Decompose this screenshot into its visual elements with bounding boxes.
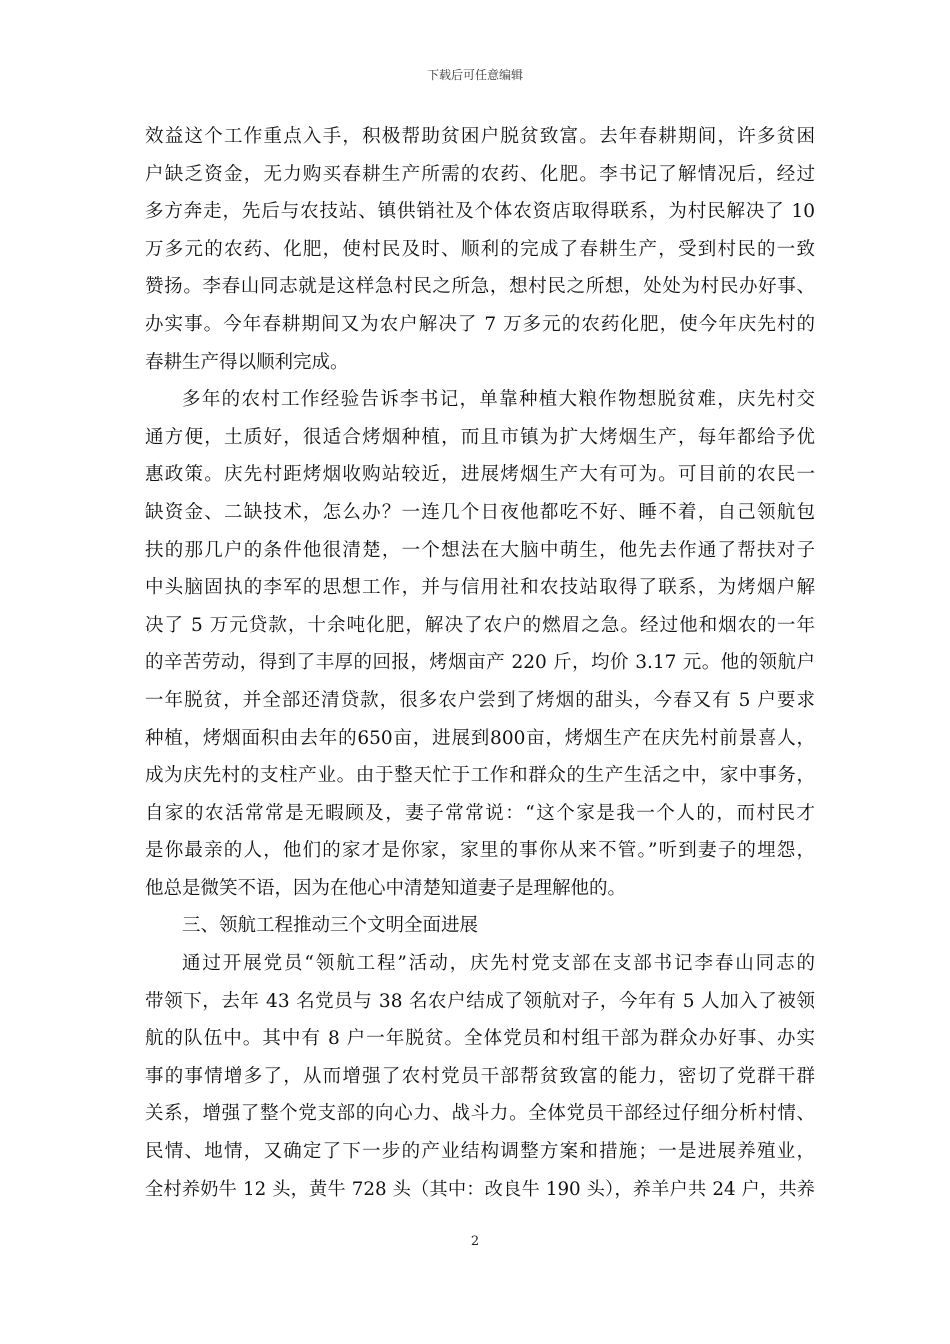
paragraph-first-line: 通过开展党员“领航工程”活动，庆先村党支部在支部书记李春山同志的 — [182, 953, 815, 975]
text-line: 多方奔走，先后与农技站、镇供销社及个体农资店取得联系，为村民解决了 10 — [145, 201, 815, 223]
text-line: 惠政策。庆先村距烤烟收购站较近，进展烤烟生产大有可为。可目前的农民一 — [145, 464, 815, 486]
text-line: 办实事。今年春耕期间又为农户解决了 7 万多元的农药化肥，使今年庆先村的 — [145, 313, 815, 335]
text-line: 万多元的农药、化肥，使村民及时、顺利的完成了春耕生产，受到村民的一致 — [145, 238, 815, 260]
text-line: 带领下，去年 43 名党员与 38 名农户结成了领航对子，今年有 5 人加入了被领 — [145, 990, 815, 1012]
text-line: 的辛苦劳动，得到了丰厚的回报，烤烟亩产 220 斤，均价 3.17 元。他的领航户 — [145, 652, 815, 674]
page-number: 2 — [470, 1234, 480, 1249]
text-line: 自家的农活常常是无暇顾及，妻子常常说：“这个家是我一个人的，而村民才 — [145, 802, 815, 824]
text-line: 一年脱贫，并全部还清贷款，很多农户尝到了烤烟的甜头，今春又有 5 户要求 — [145, 689, 815, 711]
document-body — [145, 118, 815, 1208]
section-heading: 三、领航工程推动三个文明全面进展 — [182, 915, 479, 937]
text-line: 缺资金、二缺技术，怎么办？一连几个日夜他都吃不好、睡不着，自己领航包 — [145, 501, 815, 523]
paragraph-first-line: 多年的农村工作经验告诉李书记，单靠种植大粮作物想脱贫难，庆先村交 — [182, 389, 815, 411]
text-line: 户缺乏资金，无力购买春耕生产所需的农药、化肥。李书记了解情况后，经过 — [145, 163, 815, 185]
page-header: 下载后可任意编辑 — [426, 68, 523, 82]
text-line: 全村养奶牛 12 头，黄牛 728 头（其中：改良牛 190 头），养羊户共 24 户，共养 — [145, 1178, 815, 1200]
text-line: 扶的那几户的条件他很清楚，一个想法在大脑中萌生，他先去作通了帮扶对子 — [145, 539, 815, 561]
text-line: 效益这个工作重点入手，积极帮助贫困户脱贫致富。去年春耕期间，许多贫困 — [145, 126, 815, 147]
text-line: 春耕生产得以顺利完成。 — [145, 351, 349, 373]
text-line: 航的队伍中。其中有 8 户一年脱贫。全体党员和村组干部为群众办好事、办实 — [145, 1028, 815, 1050]
text-line: 关系，增强了整个党支部的向心力、战斗力。全体党员干部经过仔细分析村情、 — [145, 1103, 815, 1125]
text-line: 成为庆先村的支柱产业。由于整天忙于工作和群众的生产生活之中，家中事务， — [145, 765, 815, 787]
text-line: 种植，烤烟面积由去年的650亩，进展到800亩，烤烟生产在庆先村前景喜人， — [145, 727, 815, 749]
text-line: 中头脑固执的李军的思想工作，并与信用社和农技站取得了联系，为烤烟户解 — [145, 577, 815, 599]
text-line: 通方便，土质好，很适合烤烟种植，而且市镇为扩大烤烟生产，每年都给予优 — [145, 426, 815, 448]
text-line: 民情、地情，又确定了下一步的产业结构调整方案和措施；一是进展养殖业， — [145, 1141, 815, 1163]
text-line: 事的事情增多了，从而增强了农村党员干部帮贫致富的能力，密切了党群干群 — [145, 1065, 815, 1087]
text-line: 他总是微笑不语，因为在他心中清楚知道妻子是理解他的。 — [145, 877, 627, 899]
text-line: 决了 5 万元贷款，十余吨化肥，解决了农户的燃眉之急。经过他和烟农的一年 — [145, 614, 815, 636]
text-line: 是你最亲的人，他们的家才是你家，家里的事你从来不管。”听到妻子的埋怨， — [145, 840, 815, 862]
text-line: 赞扬。李春山同志就是这样急村民之所急，想村民之所想，处处为村民办好事、 — [145, 276, 815, 298]
